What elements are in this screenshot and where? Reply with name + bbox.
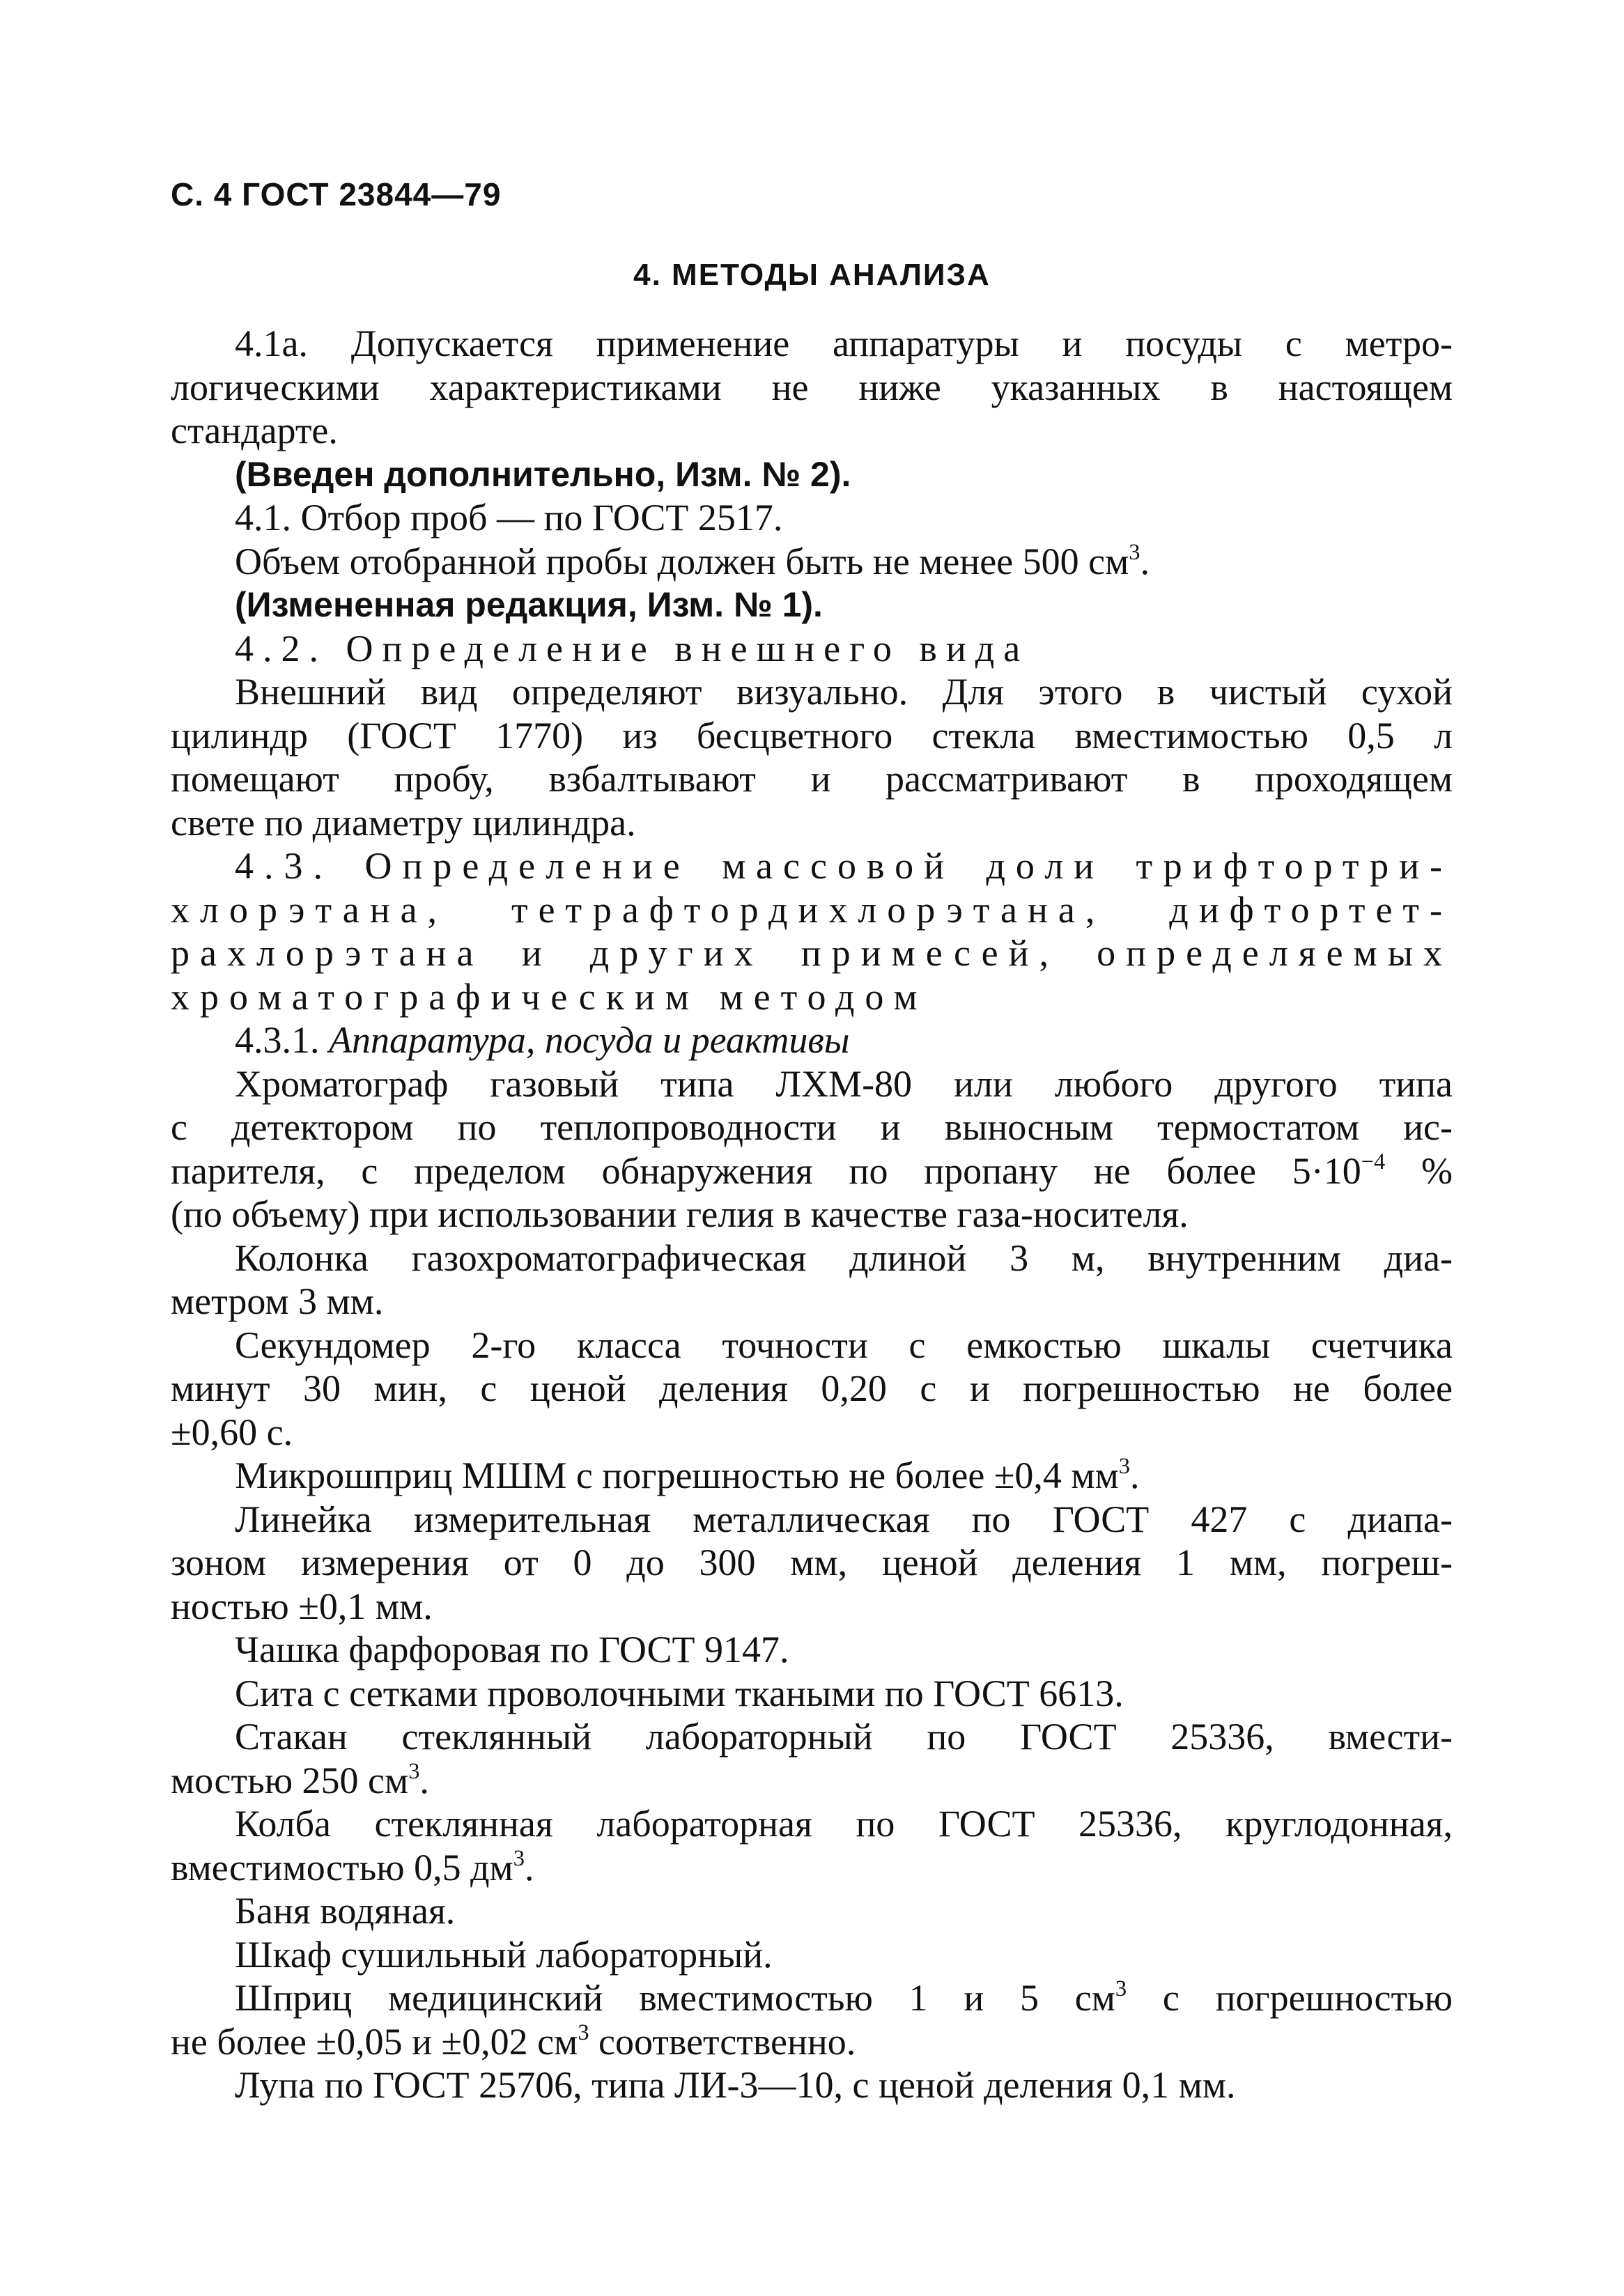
chromatograph-line-3	[171, 1149, 1453, 1193]
paragraph-4-3-line-4: хроматографическим методом	[171, 975, 928, 1018]
beaker-line-1: Стакан стеклянный лабораторный по ГОСТ 25336, вмести-	[235, 1716, 1453, 1758]
text-span: соответственно.	[589, 2020, 856, 2063]
chromatograph-line-4: (по объему) при использовании гелия в качестве газа-носителя.	[171, 1193, 1189, 1235]
beaker-line-2	[171, 1759, 1453, 1803]
amendment-note-1: (Измененная редакция, Изм. № 1).	[235, 585, 823, 624]
stopwatch-line-3: ±0,60 с.	[171, 1411, 293, 1453]
syringe-line-1	[171, 1976, 1453, 2020]
ruler-line-3: ностью ±0,1 мм.	[171, 1585, 433, 1627]
paragraph-4-2-line-1: Внешний вид определяют визуально. Для этого в чистый сухой	[235, 671, 1453, 713]
page-header: С. 4 ГОСТ 23844—79	[171, 176, 502, 212]
text-span: не более ±0,05 и ±0,02 см	[171, 2020, 578, 2063]
column-line-1: Колонка газохроматографическая длиной 3 м, внутренним диа-	[235, 1236, 1453, 1279]
paragraph-4-2-line-3: помещают пробу, взбалтывают и рассматривают в проходящем	[171, 758, 1453, 800]
flask-line-1: Колба стеклянная лабораторная по ГОСТ 25336, круглодонная,	[235, 1803, 1453, 1845]
superscript: 3	[513, 1845, 525, 1871]
amendment-note-2: (Введен дополнительно, Изм. № 2).	[235, 454, 851, 494]
porcelain-cup-line: Чашка фарфоровая по ГОСТ 9147.	[235, 1629, 789, 1670]
text-span: .	[419, 1759, 429, 1801]
section-title: 4. МЕТОДЫ АНАЛИЗА	[633, 258, 991, 292]
text-span: .	[1129, 1455, 1140, 1496]
paragraph-4-2-title: 4.2. Определение внешнего вида	[235, 627, 1030, 669]
magnifier-line: Лупа по ГОСТ 25706, типа ЛИ-3—10, с ценой деления 0,1 мм.	[235, 2064, 1236, 2106]
ruler-line-1: Линейка измерительная металлическая по ГОСТ 427 с диапа-	[235, 1498, 1453, 1540]
document-body	[171, 322, 1453, 2107]
stopwatch-line-1: Секундомер 2-го класса точности с емкостью шкалы счетчика	[235, 1324, 1453, 1366]
sieve-line: Сита с сетками проволочными ткаными по ГОСТ 6613.	[235, 1672, 1124, 1714]
text-span: Объем отобранной пробы должен быть не менее 500 см	[235, 540, 1129, 582]
paragraph-4-2-line-4: свете по диаметру цилиндра.	[171, 801, 636, 844]
superscript: 3	[1118, 1453, 1130, 1479]
text-span: %	[1385, 1149, 1453, 1192]
text-span: вместимостью 0,5 дм	[171, 1846, 513, 1888]
paragraph-4-3-line-2: хлорэтана, тетрафтордихлорэтана, дифтортет-	[171, 888, 1453, 931]
text-span: с погрешностью	[1127, 1977, 1453, 2019]
paragraph-4-1a-line-2: логическими характеристиками не ниже указанных в настоящем	[171, 366, 1453, 408]
paragraph-4-3-1-title	[171, 1018, 1453, 1062]
paragraph-4-1-line-1: 4.1. Отбор проб — по ГОСТ 2517.	[235, 497, 783, 538]
superscript: 3	[1115, 1976, 1127, 2001]
paragraph-4-1a-line-3: стандарте.	[171, 410, 338, 451]
microsyringe-line	[171, 1454, 1453, 1498]
chromatograph-line-2: с детектором по теплопроводности и выносным термостатом ис-	[171, 1106, 1453, 1148]
text-span: парителя, с пределом обнаружения по пропану не более 5·10	[171, 1149, 1361, 1192]
superscript: −4	[1361, 1149, 1386, 1174]
paragraph-4-1-line-2	[171, 540, 1453, 584]
chromatograph-line-1: Хроматограф газовый типа ЛХМ-80 или любого другого типа	[235, 1062, 1453, 1105]
paragraph-heading: Аппаратура, посуда и реактивы	[329, 1019, 850, 1061]
superscript: 3	[1129, 539, 1140, 565]
text-span: .	[524, 1846, 534, 1888]
text-span: мостью 250 см	[171, 1759, 409, 1801]
flask-line-2	[171, 1846, 1453, 1890]
paragraph-number: 4.3.1.	[235, 1019, 329, 1061]
text-span: Микрошприц МШМ с погрешностью не более ±0,4 мм	[235, 1455, 1119, 1496]
superscript: 3	[408, 1758, 420, 1784]
superscript: 3	[578, 2019, 589, 2045]
paragraph-4-3-line-3: рахлорэтана и других примесей, определяемых	[171, 932, 1453, 974]
drying-oven-line: Шкаф сушильный лабораторный.	[235, 1933, 773, 1976]
ruler-line-2: зоном измерения от 0 до 300 мм, ценой деления 1 мм, погреш-	[171, 1542, 1453, 1583]
text-span: Шприц медицинский вместимостью 1 и 5 см	[235, 1977, 1115, 2019]
column-line-2: метром 3 мм.	[171, 1280, 384, 1322]
syringe-line-2	[171, 2020, 1453, 2064]
paragraph-4-1a-line-1: 4.1а. Допускается применение аппаратуры и посуды с метро-	[235, 323, 1453, 364]
stopwatch-line-2: минут 30 мин, с ценой деления 0,20 с и погрешностью не более	[171, 1367, 1453, 1409]
text-span: .	[1140, 540, 1150, 582]
paragraph-4-2-line-2: цилиндр (ГОСТ 1770) из бесцветного стекла вместимостью 0,5 л	[171, 714, 1453, 757]
water-bath-line: Баня водяная.	[235, 1890, 456, 1932]
paragraph-4-3-line-1: 4.3. Определение массовой доли трифтортри-	[235, 845, 1453, 887]
